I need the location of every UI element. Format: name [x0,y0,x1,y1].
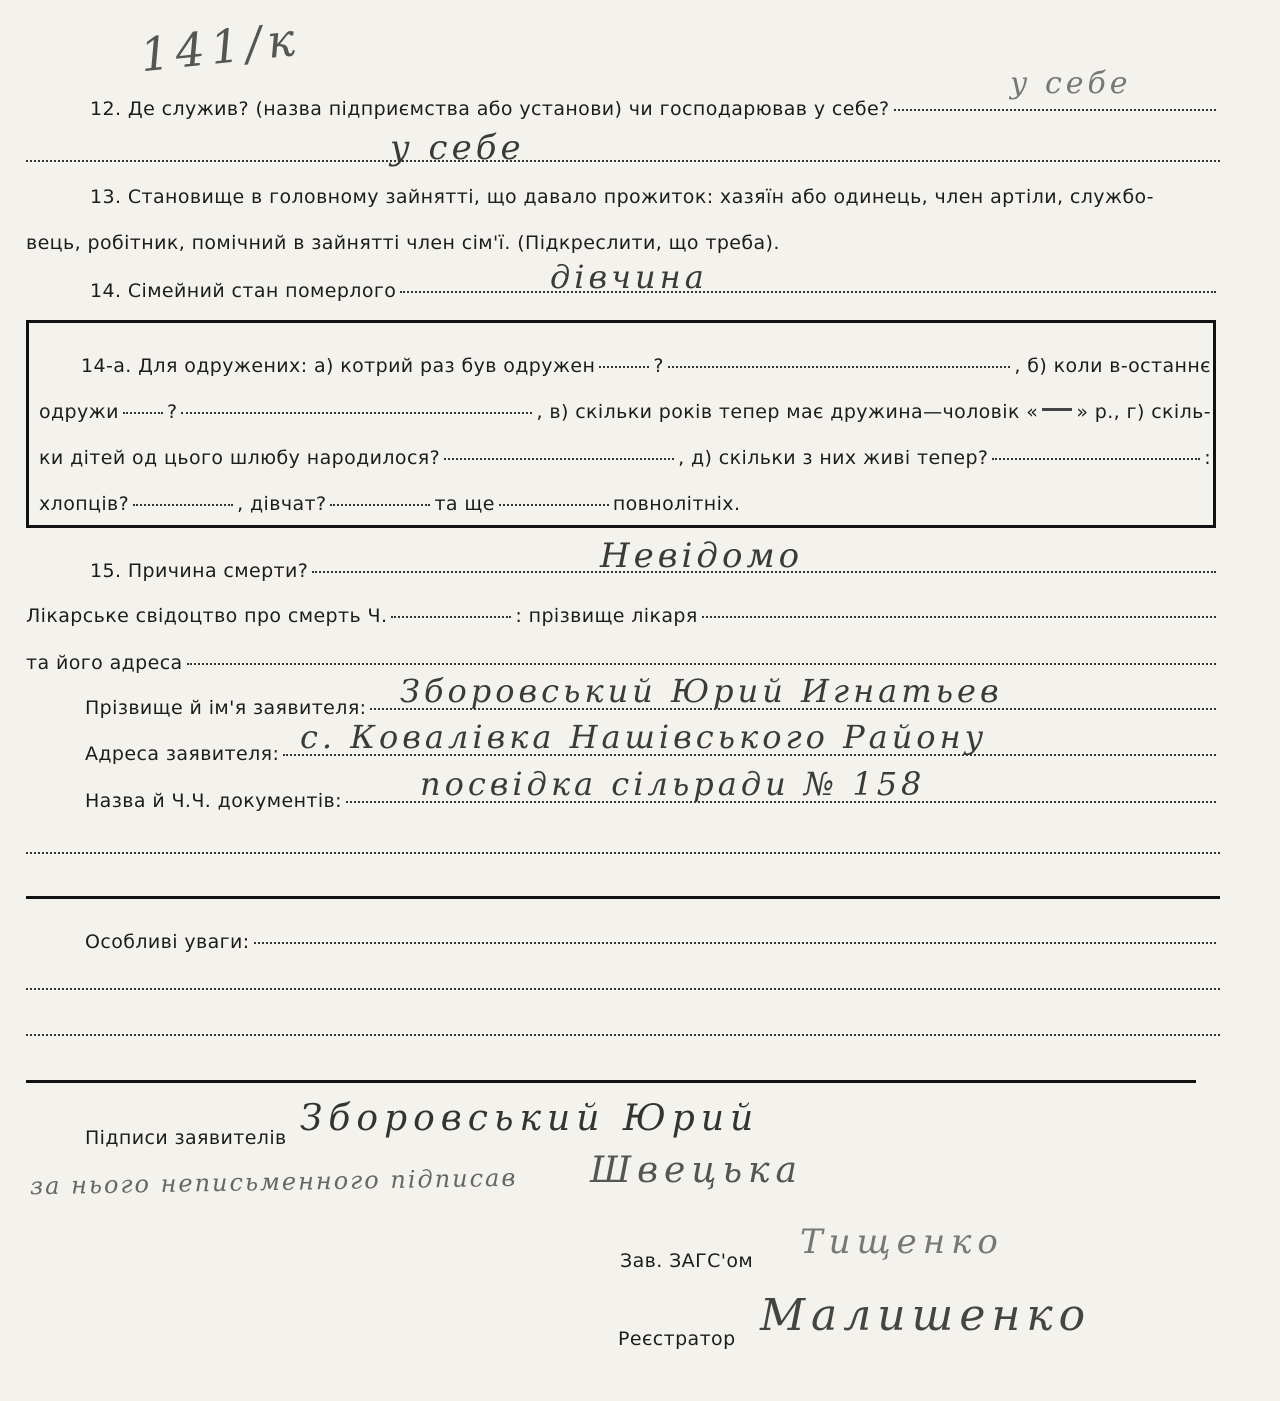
q13-line1: 13. Становище в головному зайнятті, що давало прожиток: хазяїн або одинець, член артіли, службо- [90,186,1154,208]
illiterate-note: за нього неписьменного підписав [29,1163,518,1201]
documents-value: посвідка сільради № 158 [420,765,926,803]
section-divider-2 [26,1080,1196,1083]
q13-line2: вець, робітник, помічний в зайнятті член сім'ї. (Підкреслити, що треба). [26,232,780,254]
notes-line: Особливі уваги: [85,931,1220,953]
applicants-signature-line: Підписи заявителів [85,1127,287,1149]
q15-answer: Невідомо [600,536,804,576]
applicant-address-line: Адреса заявителя: [85,743,1220,765]
corner-note: 141/к [137,11,304,83]
applicant-address-value: с. Ковалівка Нашівського Району [300,718,988,756]
q12-line [90,98,1220,120]
registrar-line: Реєстратор [618,1328,736,1350]
married-details-box [26,320,1216,528]
cert-line: Лікарське свідоцтво про смерть Ч. : прізвище лікаря [26,605,1220,627]
q14-answer: дівчина [550,258,708,296]
section-divider-1 [26,896,1220,899]
zags-head-signature: Тищенко [800,1222,1004,1262]
applicants-signature: Зборовський Юрий [300,1098,760,1139]
applicant-name-value: Зборовський Юрий Игнатьев [400,672,1003,710]
applicant-name-line: Прізвище й ім'я заявителя: [85,697,1220,719]
zags-head-line: Зав. ЗАГС'ом [620,1250,754,1272]
q12-answer: у себе [390,128,525,168]
registrar-signature: Малишенко [760,1290,1092,1341]
illiterate-signature: Швецька [590,1150,804,1191]
q15-label: 15. Причина смерти? [90,560,309,582]
q14a-line1: 14-а. Для одружених: а) котрий раз був одружен ? , б) коли в-останнє [81,355,1211,377]
q12-answer-top: у себе [1010,66,1132,101]
q14a-line4: хлопців? , дівчат? та ще повнолітніх. [39,493,741,515]
q14a-line2: одружи ? , в) скільки років тепер має дружина—чоловік « » р., г) скіль- [39,401,1211,423]
doctor-address-line: та його адреса [26,652,1220,674]
documents-line: Назва й Ч.Ч. документів: [85,790,1220,812]
q12-label: 12. Де служив? (назва підприємства або установи) чи господарював у себе? [90,98,890,120]
q14a-line3: ки дітей од цього шлюбу народилося? , д) скільки з них живі тепер? : [39,447,1211,469]
q14-label: 14. Сімейний стан померлого [90,280,397,302]
